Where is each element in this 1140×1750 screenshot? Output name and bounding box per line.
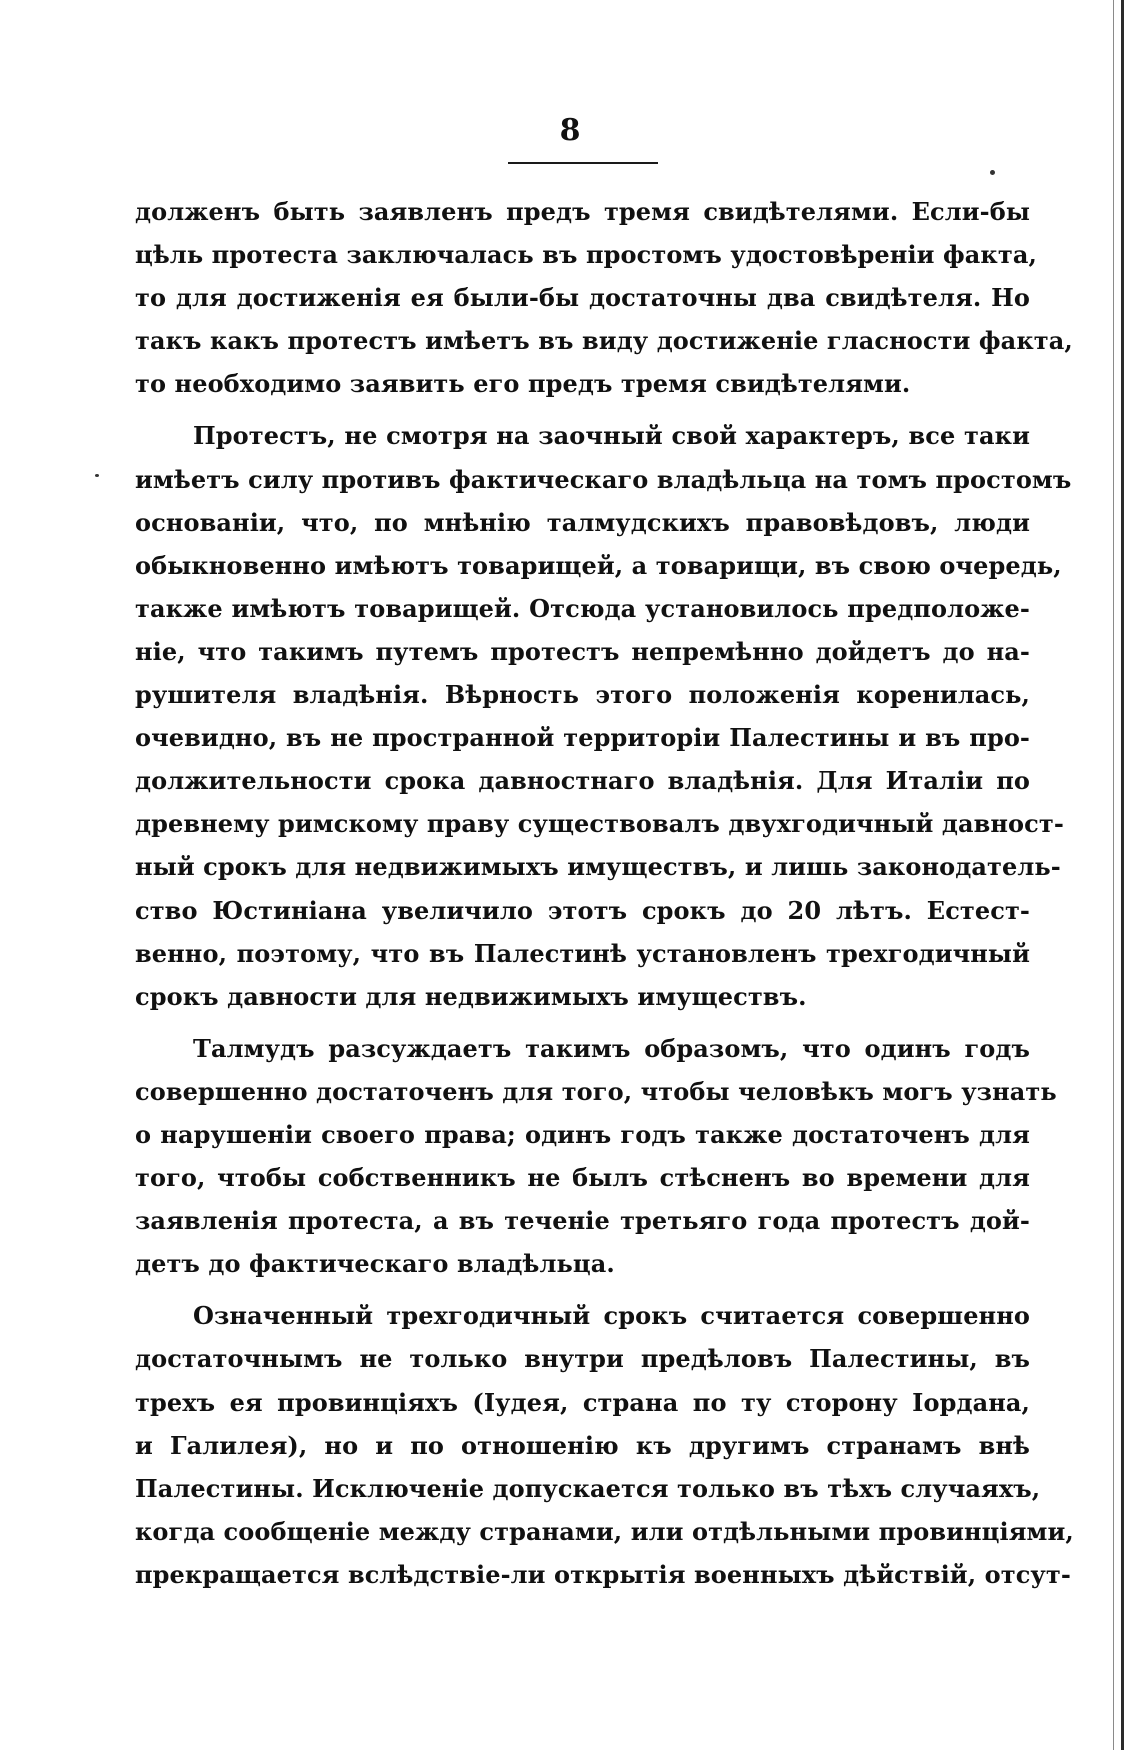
text-line: также имѣютъ товарищей. Отсюда установилось предположе- xyxy=(135,593,1030,623)
text-line: ніе, что такимъ путемъ протестъ непремѣнно дойдетъ до на- xyxy=(135,636,1030,666)
paragraph-gap xyxy=(135,1018,1030,1027)
text-line: Талмудъ разсуждаетъ такимъ образомъ, что одинъ годъ xyxy=(193,1033,1030,1063)
text-line: того, чтобы собственникъ не былъ стѣсненъ во времени для xyxy=(135,1163,1030,1193)
scan-edge-line xyxy=(1113,0,1114,1750)
text-line: ный срокъ для недвижимыхъ имуществъ, и лишь законодатель- xyxy=(135,852,1061,882)
text-line: очевидно, въ не пространной территоріи Палестины и въ про- xyxy=(135,723,1030,753)
paragraph-gap xyxy=(135,405,1030,414)
text-line: Протестъ, не смотря на заочный свой характеръ, все таки xyxy=(193,421,1030,451)
scan-speck xyxy=(990,170,995,175)
text-line: рушителя владѣнія. Вѣрность этого положенія коренилась, xyxy=(135,680,1030,710)
text-line: о нарушеніи своего права; одинъ годъ также достаточенъ для xyxy=(135,1119,1030,1149)
page-number: 8 xyxy=(559,113,581,148)
text-line: достаточнымъ не только внутри предѣловъ Палестины, въ xyxy=(135,1344,1030,1374)
paragraph-3 xyxy=(135,1027,1057,1286)
paragraph-1 xyxy=(135,190,1073,405)
text-line: обыкновенно имѣютъ товарищей, а товарищи, въ свою очередь, xyxy=(135,550,1062,580)
text-line: срокъ давности для недвижимыхъ имуществъ. xyxy=(135,981,807,1011)
paragraph-2 xyxy=(135,414,1072,1017)
text-line: Палестины. Исключеніе допускается только въ тѣхъ случаяхъ, xyxy=(135,1473,1041,1503)
text-line: цѣль протеста заключалась въ простомъ удостовѣреніи факта, xyxy=(135,240,1037,270)
text-line: то для достиженія ея были-бы достаточны два свидѣтеля. Но xyxy=(135,283,1030,313)
text-line: совершенно достаточенъ для того, чтобы человѣкъ могъ узнать xyxy=(135,1076,1057,1106)
paragraph-gap xyxy=(135,1285,1030,1294)
text-line: детъ до фактическаго владѣльца. xyxy=(135,1249,615,1279)
scan-speck xyxy=(95,474,99,477)
text-line: прекращается вслѣдствіе-ли открытія военныхъ дѣйствій, отсут- xyxy=(135,1559,1071,1589)
text-line: древнему римскому праву существовалъ двухгодичный давност- xyxy=(135,809,1064,839)
scan-edge-border xyxy=(1121,0,1124,1750)
header-rule xyxy=(508,162,658,164)
body-text xyxy=(135,190,1074,1596)
paragraph-4 xyxy=(135,1294,1074,1596)
text-line: заявленія протеста, а въ теченіе третьяго года протестъ дой- xyxy=(135,1206,1030,1236)
text-line: основаніи, что, по мнѣнію талмудскихъ правовѣдовъ, люди xyxy=(135,507,1030,537)
text-line: когда сообщеніе между странами, или отдѣльными провинціями, xyxy=(135,1516,1074,1546)
text-line: такъ какъ протестъ имѣетъ въ виду достиженіе гласности факта, xyxy=(135,326,1073,356)
text-line: ство Юстиніана увеличило этотъ срокъ до 20 лѣтъ. Естест- xyxy=(135,895,1030,925)
text-line: Означенный трехгодичный срокъ считается совершенно xyxy=(193,1301,1030,1331)
text-line: и Галилея), но и по отношенію къ другимъ странамъ внѣ xyxy=(135,1430,1030,1460)
text-line: венно, поэтому, что въ Палестинѣ установленъ трехгодичный xyxy=(135,938,1030,968)
text-line: то необходимо заявить его предъ тремя свидѣтелями. xyxy=(135,369,911,399)
text-line: должительности срока давностнаго владѣнія. Для Италіи по xyxy=(135,766,1030,796)
text-line: имѣетъ силу противъ фактическаго владѣльца на томъ простомъ xyxy=(135,464,1072,494)
text-line: трехъ ея провинціяхъ (Іудея, страна по ту сторону Іордана, xyxy=(135,1387,1030,1417)
text-line: долженъ быть заявленъ предъ тремя свидѣтелями. Если-бы xyxy=(135,197,1030,226)
